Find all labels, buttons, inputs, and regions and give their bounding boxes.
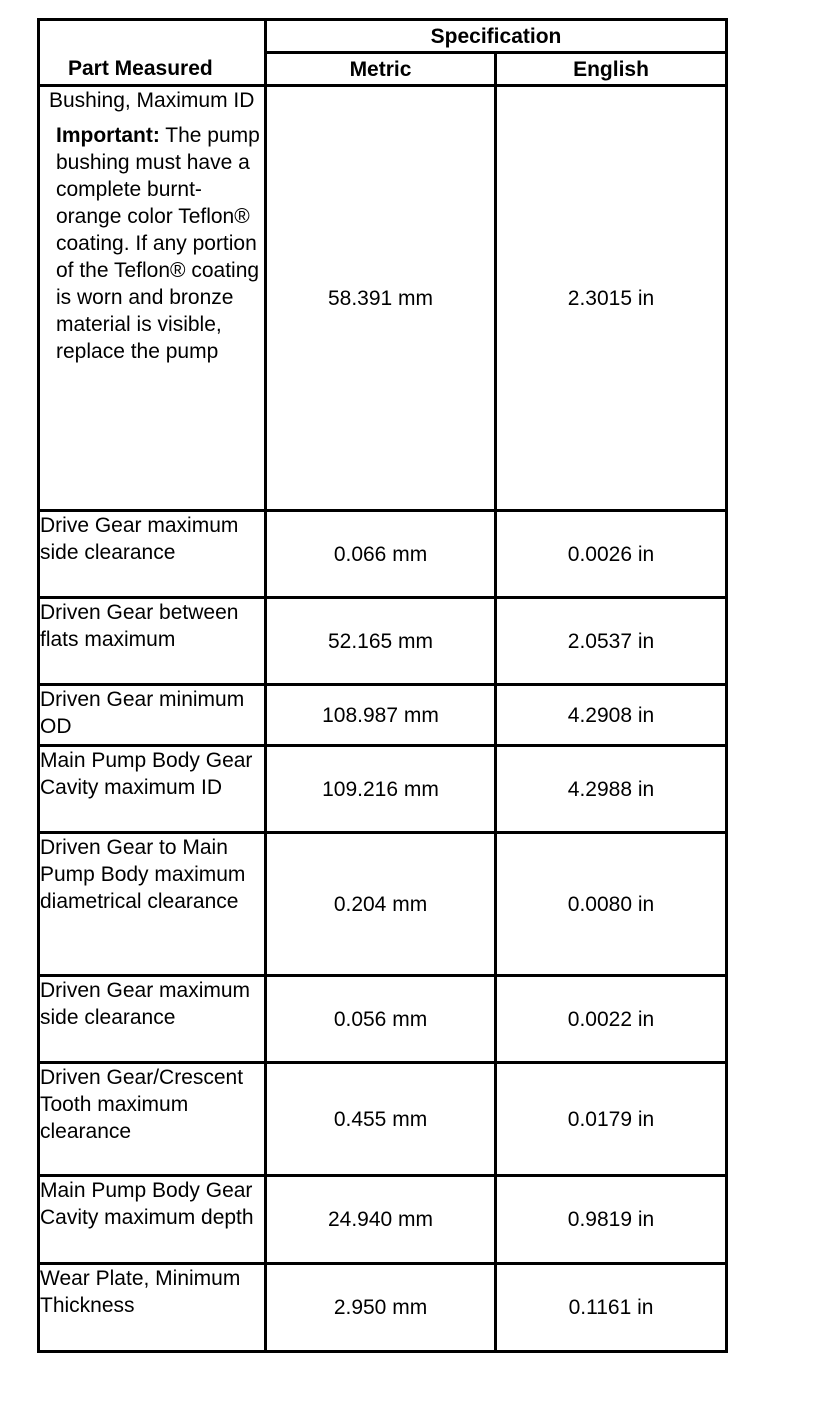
table-row (39, 598, 727, 685)
important-note (49, 122, 264, 365)
part-name: Bushing, Maximum ID (49, 89, 255, 112)
english-value: 0.0026 in (496, 511, 727, 598)
metric-value: 52.165 mm (266, 598, 496, 685)
metric-value: 2.950 mm (266, 1264, 496, 1352)
table-row (39, 511, 727, 598)
note-label: Important: (56, 124, 160, 147)
metric-value: 0.056 mm (266, 976, 496, 1063)
metric-value: 108.987 mm (266, 685, 496, 746)
part-name: Driven Gear maximum side clearance (39, 976, 266, 1063)
part-name: Wear Plate, Minimum Thickness (39, 1264, 266, 1352)
table-row (39, 685, 727, 746)
specification-table (37, 18, 728, 1353)
english-value: 0.0179 in (496, 1063, 727, 1176)
english-value: 4.2908 in (496, 685, 727, 746)
english-value: 2.0537 in (496, 598, 727, 685)
specification-header: Specification (266, 20, 727, 53)
header-row-top (39, 20, 727, 53)
english-header: English (496, 53, 727, 86)
metric-value: 0.204 mm (266, 833, 496, 976)
metric-value: 24.940 mm (266, 1176, 496, 1264)
part-name: Driven Gear minimum OD (39, 685, 266, 746)
english-value: 2.3015 in (496, 86, 727, 511)
part-name: Drive Gear maximum side clearance (39, 511, 266, 598)
part-measured-header: Part Measured (39, 20, 266, 86)
table-row (39, 746, 727, 833)
part-name: Main Pump Body Gear Cavity maximum ID (39, 746, 266, 833)
table-row (39, 86, 727, 511)
table-row (39, 1063, 727, 1176)
part-cell (39, 86, 266, 511)
metric-value: 0.455 mm (266, 1063, 496, 1176)
note-text: The pump bushing must have a complete burnt-orange color Teflon® coating. If any portion of the Teflon® coating is worn and bronze material is visible, replace the pump (56, 124, 260, 363)
metric-value: 109.216 mm (266, 746, 496, 833)
english-value: 0.9819 in (496, 1176, 727, 1264)
english-value: 0.0080 in (496, 833, 727, 976)
part-name: Driven Gear between flats maximum (39, 598, 266, 685)
english-value: 0.0022 in (496, 976, 727, 1063)
table-row (39, 1176, 727, 1264)
part-name: Driven Gear/Crescent Tooth maximum clearance (39, 1063, 266, 1176)
table-row (39, 833, 727, 976)
metric-value: 0.066 mm (266, 511, 496, 598)
table-row (39, 976, 727, 1063)
metric-header: Metric (266, 53, 496, 86)
english-value: 4.2988 in (496, 746, 727, 833)
part-name: Driven Gear to Main Pump Body maximum diametrical clearance (39, 833, 266, 976)
part-name: Main Pump Body Gear Cavity maximum depth (39, 1176, 266, 1264)
table-row (39, 1264, 727, 1352)
metric-value: 58.391 mm (266, 86, 496, 511)
english-value: 0.1161 in (496, 1264, 727, 1352)
